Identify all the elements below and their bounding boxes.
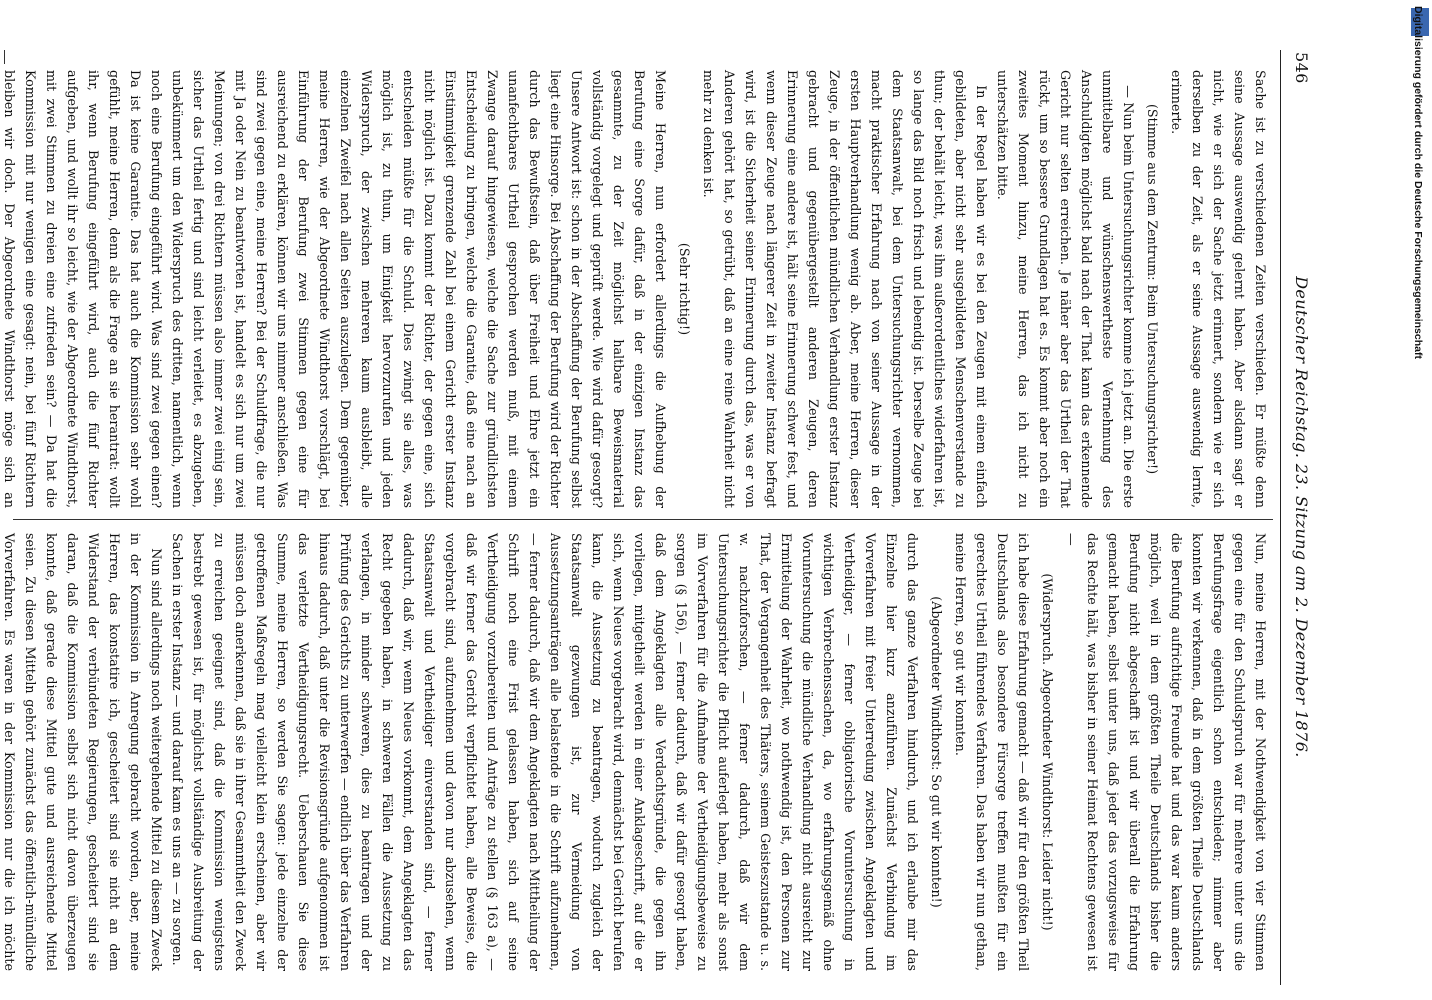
- interjection: (Sehr richtig!): [677, 242, 692, 336]
- digitization-credit: [1408, 6, 1430, 446]
- left-column: [2, 70, 1271, 508]
- paragraph: — Nun beim Untersuchungsrichter komme ich jetzt an. Die erste unmittelbare und wünschenswertheste Vernehmung des Anschuldigten möglichst bald nach der That kann das erkennende Gericht nur selten erreichen. Je näher aber das Urtheil der That rückt, um so bessere Grundlagen hat es. Es kommt aber noch ein zweites Moment hinzu, meine Herren, das ich nicht zu unterschätzen bitte.: [995, 70, 1136, 508]
- running-title: Deutscher Reichstag. 23. Sitzung am 2. Dezember 1876.: [1292, 276, 1311, 758]
- paragraph: ich habe diese Erfahrung gemacht — daß wir für den größten Theil Deutschlands also besondere Fürsorge treffen mußten für ein gerechtes Urtheil führendes Verfahren. Das haben wir nun gethan, meine Herren, so gut wir konnten.: [953, 533, 1031, 971]
- page-number: 546: [1292, 52, 1311, 84]
- paragraph: durch das ganze Verfahren hindurch, und ich erlaube mir das Einzelne hier kurz anzuführen. Zunächst Verbindung im Vorverfahren mit freier Unterredung zwischen Angeklagten und Vertheidiger, — ferner obligatorische Voruntersuchung in wichtigen Verbrechenssachen, da, wo erfahrungsgemäß ohne Voruntersuchung die mündliche Verhandlung nicht ausreicht zur Ermittelung der Wahrheit, wo nothwendig ist, den Personen zur That, der Vergangenheit des Thäters, seinem Geisteszustande u. s. w. nachzuforschen, — ferner dadurch, daß wir dem Untersuchungsrichter die Pflicht auferlegt haben, mehr als sonst im Vorverfahren für die Aufnahme der Vertheidigungsbeweise zu sorgen (§ 156), — ferner dadurch, daß wir dafür gesorgt haben, daß dem Angeklagten alle Verdachtsgründe, die gegen ihn vorliegen, mitgetheilt werden in einer Anklageschrift, auf die er sich, wenn Neues vorgebracht wird, demnächst bei Gericht berufen kann, die Aussetzung zu beantragen, wodurch zugleich der Staatsanwalt gezwungen ist, zur Vermeidung von Aussetzungsanträgen alle belastende in die Schrift aufzunehmen, — ferner dadurch, daß wir dem Angeklagten nach Mittheilung der Schrift noch eine Frist gelassen haben, sich auf seine Vertheidigung vorzubereiten und Anträge zu stellen (§ 163 a), — daß wir ferner das Gericht verpflichtet haben, alle Beweise, die vorgebracht sind, aufzunehmen und davon nur abzusehen, wenn Staatsanwalt und Vertheidiger einverstanden sind, — ferner dadurch, daß wir, wenn Neues vorkommt, dem Angeklagten das Recht gegeben haben, in schweren Fällen die Aussetzung zu verlangen, in minder schweren, dies zu beantragen und der Prüfung des Gerichts zu unterwerfen — endlich über das Verfahren hinaus dadurch, daß unter die Revisionsgründe aufgenommen ist das verletzte Vertheidigungsrecht. Ueberschauen Sie diese Summe, meine Herren, so werden Sie sagen: jede einzelne der getroffenen Maßregeln mag vielleicht klein erscheinen, aber wir müssen doch anerkennen, daß sie in ihrer Gesammtheit den Zweck zu erreichen geeignet sind, daß die Kommission wenigstens bestrebt gewesen ist, für möglichst vollständige Ausbreitung der Sachen in erster Instanz — und darauf kam es uns an — zu sorgen.: [170, 533, 920, 971]
- header-rule: [1280, 50, 1281, 985]
- column-divider: [13, 519, 1273, 520]
- page-header: [1285, 52, 1317, 982]
- paragraph: Meine Herren, nun erfordert allerdings die Aufhebung der Berufung eine Sorge dafür, daß in der einzigen Instanz das gesammte, zu der Zeit möglichst haltbare Beweismaterial vollständig vorgelegt und geprüft werde. Wie wird dafür gesorgt? Unsere Antwort ist: schon in der Abschaffung der Berufung selbst liegt eine Hinsorge. Bei Abschaffung der Berufung wird der Richter durch das Bewußtsein, daß über Freiheit und Ehre jetzt ein unanfechtbares Urtheil gesprochen werden muß, mit einem Zwange darauf hingewiesen, welche die Sache zur gründlichsten Entscheidung zu bringen, welche die Garantie, daß eine nach an Einstimmigkeit grenzende Zahl bei einem Gericht erster Instanz nicht möglich ist. Dazu kommt der Richter, der gegen eine, sich entscheiden müßte für die Schuld. Dies zwingt sie alles, was möglich ist, zu thun, um Einigkeit hervorzurufen und jeden Widerspruch, der zwischen mehreren kaum ausbleibt, alle einzelnen Zweifel nach allen Seiten auszulegen. Dem gegenüber, meine Herren, wie der Abgeordnete Windthorst vorschlägt, bei Einführung der Berufung zwei Stimmen gegen eine für ausreichend zu erklären, können wir uns nimmer anschließen. Was sind zwei gegen eine, meine Herren? Bei der Schuldfrage, die nur mit Ja oder Nein zu beantworten ist, handelt es sich nur um zwei Meinungen; von drei Richtern müssen also immer zwei einig sein, sicher das Urtheil fertig und sind leicht verleitet, es abzugeben, unbekümmert um den Widerspruch des dritten, namentlich, wenn noch eine Berufung eingeführt wird. Was sind zwei gegen einen? Da ist keine Garantie. Das hat auch die Kommission sehr wohl gefühlt, meine Herren, denn als die Frage an sie herantrat: wollt ihr, wenn Berufung eingeführt wird, auch die fünf Richter aufgeben, und wollt ihr so leicht, wie der Abgeordnete Windthorst, mit zwei Stimmen zu dreien eine zufrieden sein? — Da hat die Kommission mit nur wenigen eine gesagt: nein, bei fünf Richtern bleiben wir doch. Der Abgeordnete Windthorst möge sich an: [2, 70, 668, 508]
- interjection: (Abgeordneter Windthorst: So gut wir konnten!): [929, 596, 944, 908]
- credit-text: Digitalisierung gefördert durch die Deutsche Forschungsgemeinschaft: [1412, 6, 1424, 359]
- interjection: (Stimme aus dem Zentrum: Beim Untersuchungsrichter!): [1145, 103, 1160, 475]
- paragraph: Sache ist zu verschiedenen Zeiten verschieden. Er müßte denn seine Aussage auswendig gelernt haben. Aber alsdann sagt er nicht, wie er sich der Sache jetzt erinnert, sondern wie er sich derselben zu der Zeit, als er seine Aussage auswendig lernte, erinnerte.: [1169, 70, 1268, 508]
- footer-mark: [4, 50, 5, 64]
- paragraph: Nun sind allerdings noch weitergehende Mittel zu diesem Zweck in der Kommission in Anregung gebracht worden, aber, meine Herren, das konstatire ich, gescheitert sind sie nicht an dem Widerstand der verbündeten Regierungen, gescheitert sind sie daran, daß die Kommission selbst sich nicht davon überzeugen konnte, daß gerade diese Mittel gute und ausreichende Mittel seien. Zu diesen Mitteln gehört zunächst das öffentlich-mündliche Vorverfahren. Es waren in der Kommission nur die ich möchte: [2, 533, 164, 971]
- interjection: (Widerspruch. Abgeordneter Windthorst: Leider nicht!): [1040, 573, 1055, 931]
- paragraph: Nun, meine Herren, mit der Nothwendigkeit von vier Stimmen gegen eine für den Schuldspruch war für mehrere unter uns die Berufungsfrage eigentlich schon entschieden; nimmer aber konnten wir verkennen, daß in dem größten Theile Deutschlands die Berufung aufrichtige Freunde hat und das war kaum anders möglich, weil in dem größten Theile Deutschlands bisher die Berufung nicht abgeschafft ist und wir überall die Erfahrung gemacht haben, selbst unter uns, daß jeder das vorzugsweise für das Rechte hält, was bisher in seiner Heimat Rechtens gewesen ist —: [1064, 533, 1268, 971]
- paragraph: In der Regel haben wir es bei den Zeugen mit einem einfach gebildeten, aber nicht sehr ausgebildeten Menschenverstande zu thun; der behält leicht, was ihm außerordentliches widerfahren ist, so lange das Bild noch frisch und lebendig ist. Derselbe Zeuge bei dem Staatsanwalt, bei dem Untersuchungsrichter vernommen, macht praktischer Erfahrung nach von seiner Aussage in der ersten Hauptverhandlung wenig ab. Aber, meine Herren, dieser Zeuge, in der öffentlichen mündlichen Verhandlung erster Instanz gebracht und gegenübergestellt anderen Zeugen, deren Erinnerung eine andere ist, hält seine Erinnerung schwer fest, und wenn dieser Zeuge nach längerer Zeit in zweiter Instanz befragt wird, ist die Sicherheit seiner Erinnerung durch das, was er von Anderen gehört hat, so getrübt, daß an eine reine Wahrheit nicht mehr zu denken ist.: [701, 70, 989, 508]
- right-column: [2, 533, 1271, 971]
